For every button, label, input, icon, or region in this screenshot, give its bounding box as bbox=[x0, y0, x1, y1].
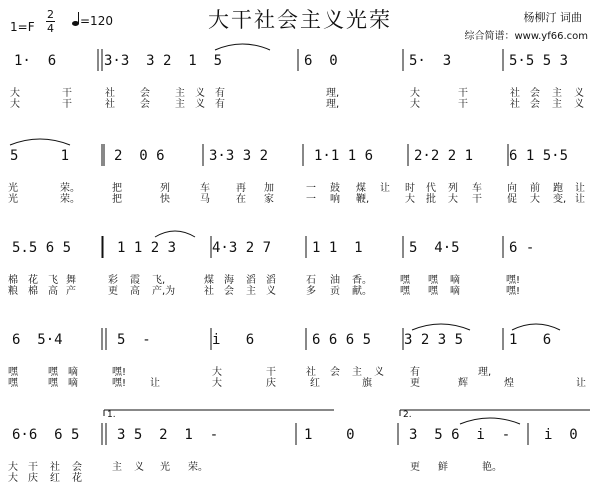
lyric-syllable: 变, bbox=[553, 194, 567, 205]
lyric-syllable: 红 bbox=[50, 473, 60, 484]
time-bottom: 4 bbox=[47, 22, 54, 35]
lyric-syllable: 大 bbox=[405, 194, 415, 205]
lyric-syllable: 会 bbox=[140, 99, 150, 110]
lyric-syllable: 社 bbox=[510, 88, 520, 99]
lyric-syllable: 主 bbox=[246, 286, 256, 297]
lyric-syllable: 滔 bbox=[246, 275, 256, 286]
lyric-syllable: 义 bbox=[134, 462, 144, 473]
lyric-syllable: 产 bbox=[66, 286, 76, 297]
measure-notes: 1 1 2 3 bbox=[117, 240, 177, 256]
lyric-syllable: 一 bbox=[306, 194, 316, 205]
lyric-syllable: 让 bbox=[575, 194, 585, 205]
lyric-syllable: 嘀 bbox=[68, 367, 78, 378]
lyric-syllable: 花 bbox=[28, 275, 38, 286]
lyric-syllable: 理, bbox=[326, 99, 340, 110]
lyric-syllable: 棉 bbox=[28, 286, 38, 297]
lyric-syllable: 时 bbox=[405, 183, 415, 194]
lyric-syllable: 义 bbox=[195, 88, 205, 99]
measure-notes: i 6 bbox=[212, 332, 255, 348]
lyric-syllable: 滔 bbox=[266, 275, 276, 286]
lyric-syllable: 献。 bbox=[352, 286, 372, 297]
volta-number: 2. bbox=[403, 410, 412, 420]
lyric-syllable: 有 bbox=[215, 88, 225, 99]
lyric-syllable: 让 bbox=[150, 378, 160, 389]
measure-notes: 6 6 6 5 bbox=[312, 332, 372, 348]
measure-notes: 1· 6 bbox=[14, 53, 57, 69]
measure-notes: 5.5 6 5 bbox=[12, 240, 72, 256]
lyric-syllable: 更 bbox=[108, 286, 118, 297]
lyric-syllable: 煤 bbox=[356, 183, 366, 194]
measure-notes: 5· 3 bbox=[409, 53, 452, 69]
lyric-syllable: 响 bbox=[330, 194, 340, 205]
lyric-syllable: 光 bbox=[160, 462, 170, 473]
lyric-syllable: 加 bbox=[264, 183, 274, 194]
volta-number: 1. bbox=[107, 410, 116, 420]
lyric-syllable: 大 bbox=[410, 99, 420, 110]
measure-notes: 3 2 3 5 bbox=[404, 332, 464, 348]
lyric-syllable: 家 bbox=[264, 194, 274, 205]
lyric-syllable: 嘀 bbox=[450, 275, 460, 286]
lyric-syllable: 艳。 bbox=[482, 462, 502, 473]
lyric-syllable: 批 bbox=[426, 194, 436, 205]
lyric-syllable: 社 bbox=[105, 99, 115, 110]
lyric-syllable: 光 bbox=[8, 183, 18, 194]
lyric-syllable: 嘿 bbox=[400, 286, 410, 297]
lyric-syllable: 列 bbox=[448, 183, 458, 194]
lyric-syllable: 更 bbox=[410, 378, 420, 389]
lyric-syllable: 义 bbox=[266, 286, 276, 297]
time-top: 2 bbox=[47, 8, 54, 21]
lyric-syllable: 荣。 bbox=[60, 183, 80, 194]
measure-notes: 6 1 5·5 bbox=[509, 148, 569, 164]
lyric-syllable: 嘿! bbox=[506, 275, 521, 286]
lyric-syllable: 主 bbox=[175, 99, 185, 110]
lyric-syllable: 粮 bbox=[8, 286, 18, 297]
lyric-syllable: 跑 bbox=[553, 183, 563, 194]
lyric-syllable: 辉 bbox=[458, 378, 468, 389]
measure-notes: 6·6 6 5 bbox=[12, 427, 80, 443]
lyric-syllable: 海 bbox=[224, 275, 234, 286]
lyric-syllable: 鲜 bbox=[438, 462, 448, 473]
lyric-syllable: 主 bbox=[352, 367, 362, 378]
lyric-syllable: 会 bbox=[530, 99, 540, 110]
lyric-syllable: 嘿 bbox=[428, 286, 438, 297]
measure-notes: 1·1 1 6 bbox=[314, 148, 374, 164]
lyric-syllable: 会 bbox=[72, 462, 82, 473]
lyric-syllable: 义 bbox=[574, 99, 584, 110]
lyric-syllable: 社 bbox=[306, 367, 316, 378]
lyric-syllable: 干 bbox=[458, 99, 468, 110]
lyric-syllable: 嘿! bbox=[506, 286, 521, 297]
lyric-syllable: 庆 bbox=[266, 378, 276, 389]
lyric-syllable: 社 bbox=[204, 286, 214, 297]
lyric-syllable: 霞 bbox=[130, 275, 140, 286]
lyric-syllable: 主 bbox=[552, 99, 562, 110]
lyric-syllable: 多 bbox=[306, 286, 316, 297]
tempo-value: =120 bbox=[80, 14, 113, 28]
source-credit: 综合简谱：www.yf66.com bbox=[464, 31, 588, 42]
lyric-syllable: 石 bbox=[306, 275, 316, 286]
lyric-syllable: 在 bbox=[236, 194, 246, 205]
lyric-syllable: 棉 bbox=[8, 275, 18, 286]
lyric-syllable: 嘿! bbox=[112, 367, 127, 378]
lyric-syllable: 一 bbox=[306, 183, 316, 194]
lyric-syllable: 让 bbox=[380, 183, 390, 194]
lyric-syllable: 有 bbox=[215, 99, 225, 110]
slur bbox=[215, 44, 270, 50]
measure-notes: 3 5 6 i - bbox=[409, 427, 511, 443]
lyric-syllable: 煌 bbox=[504, 378, 514, 389]
lyric-syllable: 促 bbox=[507, 194, 517, 205]
measure-notes: 5·5 5 3 bbox=[509, 53, 569, 69]
measure-notes: 6 - bbox=[509, 240, 535, 256]
lyric-syllable: 贡 bbox=[330, 286, 340, 297]
lyric-syllable: 干 bbox=[62, 88, 72, 99]
lyric-syllable: 嘿 bbox=[48, 378, 58, 389]
slur bbox=[155, 231, 195, 237]
lyric-syllable: 义 bbox=[574, 88, 584, 99]
lyric-syllable: 前 bbox=[530, 183, 540, 194]
lyric-syllable: 嘿 bbox=[8, 378, 18, 389]
lyric-syllable: 主 bbox=[112, 462, 122, 473]
lyric-syllable: 大 bbox=[8, 462, 18, 473]
lyric-syllable: 嘿! bbox=[112, 378, 127, 389]
lyric-syllable: 大 bbox=[212, 367, 222, 378]
lyric-syllable: 快 bbox=[160, 194, 170, 205]
lyric-syllable: 庆 bbox=[28, 473, 38, 484]
lyric-syllable: 大 bbox=[10, 88, 20, 99]
measure-notes: 3 5 2 1 - bbox=[117, 427, 219, 443]
lyric-syllable: 嘿 bbox=[400, 275, 410, 286]
lyric-syllable: 主 bbox=[552, 88, 562, 99]
lyric-syllable: 车 bbox=[200, 183, 210, 194]
lyric-syllable: 嘀 bbox=[450, 286, 460, 297]
lyric-syllable: 理, bbox=[478, 367, 492, 378]
lyric-syllable: 鞭, bbox=[356, 194, 370, 205]
lyric-syllable: 更 bbox=[410, 462, 420, 473]
lyric-syllable: 油 bbox=[330, 275, 340, 286]
lyric-syllable: 产,为 bbox=[152, 286, 176, 297]
measure-notes: 2 0 6 bbox=[114, 148, 165, 164]
lyric-syllable: 有 bbox=[410, 367, 420, 378]
lyric-syllable: 嘿 bbox=[8, 367, 18, 378]
lyric-syllable: 会 bbox=[330, 367, 340, 378]
lyric-syllable: 高 bbox=[48, 286, 58, 297]
measure-notes: 5 1 bbox=[10, 148, 70, 164]
lyric-syllable: 飞 bbox=[48, 275, 58, 286]
lyric-syllable: 义 bbox=[195, 99, 205, 110]
lyric-syllable: 煤 bbox=[204, 275, 214, 286]
lyric-syllable: 让 bbox=[576, 378, 586, 389]
lyric-syllable: 大 bbox=[8, 473, 18, 484]
slur bbox=[412, 324, 470, 330]
slur bbox=[512, 324, 560, 330]
lyric-syllable: 旗 bbox=[362, 378, 372, 389]
measure-notes: 2·2 2 1 bbox=[414, 148, 474, 164]
lyric-syllable: 主 bbox=[175, 88, 185, 99]
lyric-syllable: 再 bbox=[236, 183, 246, 194]
measure-notes: 1 1 1 bbox=[312, 240, 363, 256]
lyric-syllable: 干 bbox=[266, 367, 276, 378]
composer-credit: 杨柳汀 词曲 bbox=[523, 11, 582, 24]
lyric-syllable: 社 bbox=[105, 88, 115, 99]
lyric-syllable: 会 bbox=[140, 88, 150, 99]
lyric-syllable: 把 bbox=[112, 183, 122, 194]
lyric-syllable: 嘀 bbox=[68, 378, 78, 389]
lyric-syllable: 彩 bbox=[108, 275, 118, 286]
lyric-syllable: 大 bbox=[10, 99, 20, 110]
lyric-syllable: 红 bbox=[310, 378, 320, 389]
lyric-syllable: 会 bbox=[530, 88, 540, 99]
lyric-syllable: 理, bbox=[326, 88, 340, 99]
lyric-syllable: 飞, bbox=[152, 275, 166, 286]
lyric-syllable: 荣。 bbox=[60, 194, 80, 205]
key-signature: 1=F bbox=[10, 20, 35, 34]
song-title: 大干社会主义光荣 bbox=[208, 8, 392, 32]
lyric-syllable: 义 bbox=[374, 367, 384, 378]
measure-notes: 5 4·5 bbox=[409, 240, 460, 256]
lyric-syllable: 荣。 bbox=[188, 462, 208, 473]
lyric-syllable: 代 bbox=[426, 183, 436, 194]
lyric-syllable: 舞 bbox=[66, 275, 76, 286]
lyric-syllable: 让 bbox=[575, 183, 585, 194]
lyric-syllable: 车 bbox=[472, 183, 482, 194]
slur bbox=[10, 139, 70, 145]
measure-notes: 1 6 bbox=[509, 332, 552, 348]
lyric-syllable: 社 bbox=[50, 462, 60, 473]
lyric-syllable: 鼓 bbox=[330, 183, 340, 194]
lyric-syllable: 干 bbox=[458, 88, 468, 99]
lyric-syllable: 把 bbox=[112, 194, 122, 205]
measure-notes: 6 5·4 bbox=[12, 332, 63, 348]
lyric-syllable: 光 bbox=[8, 194, 18, 205]
lyric-syllable: 大 bbox=[410, 88, 420, 99]
lyric-syllable: 大 bbox=[530, 194, 540, 205]
slur bbox=[460, 418, 520, 424]
measure-notes: i 0 bbox=[544, 427, 578, 443]
measure-notes: 4·3 2 7 bbox=[212, 240, 272, 256]
lyric-syllable: 嘿 bbox=[48, 367, 58, 378]
lyric-syllable: 干 bbox=[472, 194, 482, 205]
lyric-syllable: 干 bbox=[62, 99, 72, 110]
lyric-syllable: 马 bbox=[200, 194, 210, 205]
measure-notes: 3·3 3 2 1 5 bbox=[104, 53, 223, 69]
lyric-syllable: 列 bbox=[160, 183, 170, 194]
lyric-syllable: 大 bbox=[212, 378, 222, 389]
lyric-syllable: 高 bbox=[130, 286, 140, 297]
lyric-syllable: 干 bbox=[28, 462, 38, 473]
lyric-syllable: 大 bbox=[448, 194, 458, 205]
lyric-syllable: 会 bbox=[224, 286, 234, 297]
measure-notes: 5 - bbox=[117, 332, 151, 348]
lyric-syllable: 嘿 bbox=[428, 275, 438, 286]
measure-notes: 6 0 bbox=[304, 53, 338, 69]
measure-notes: 1 0 bbox=[304, 427, 355, 443]
lyric-syllable: 花 bbox=[72, 473, 82, 484]
lyric-syllable: 社 bbox=[510, 99, 520, 110]
lyric-syllable: 香。 bbox=[352, 275, 372, 286]
lyric-syllable: 向 bbox=[507, 183, 517, 194]
measure-notes: 3·3 3 2 bbox=[209, 148, 269, 164]
